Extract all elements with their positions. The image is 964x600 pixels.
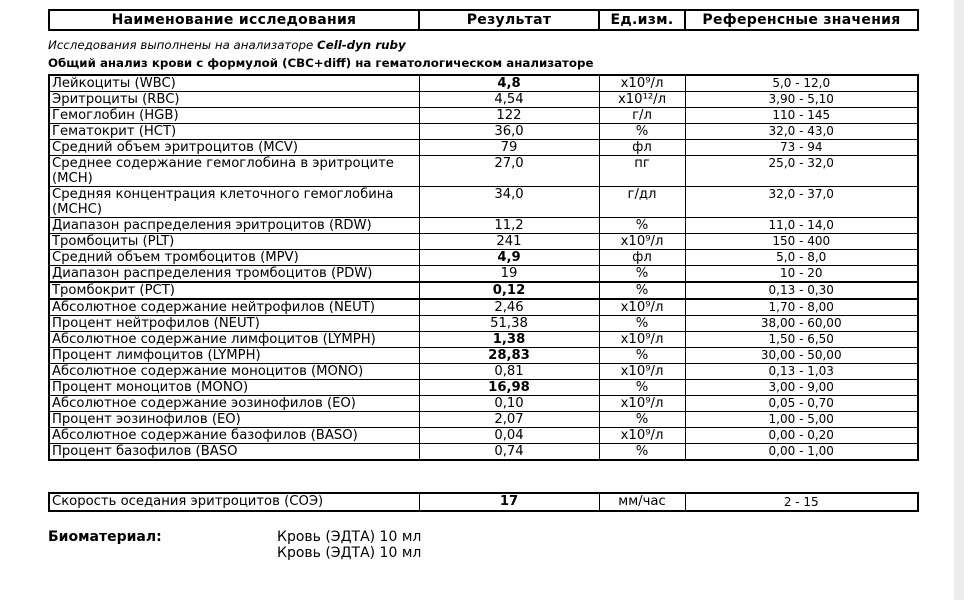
test-name: Средний объем тромбоцитов (MPV) [49,250,419,266]
test-reference: 5,0 - 8,0 [685,250,918,266]
test-result: 0,10 [419,396,599,412]
test-name: Скорость оседания эритроцитов (СОЭ) [49,493,419,511]
test-reference: 3,00 - 9,00 [685,380,918,396]
biomaterial-value: Кровь (ЭДТА) 10 мл [277,529,422,545]
test-unit: % [599,316,685,332]
test-unit: % [599,218,685,234]
test-unit: x10⁹/л [599,364,685,380]
header-unit: Ед.изм. [599,10,685,30]
analyzer-prefix: Исследования выполнены на анализаторе [48,38,318,52]
test-result: 28,83 [419,348,599,364]
table-row [49,250,918,266]
test-result: 17 [419,493,599,511]
test-name: Абсолютное содержание лимфоцитов (LYMPH) [49,332,419,348]
table-row [49,156,918,187]
test-name: Диапазон распределения тромбоцитов (PDW) [49,266,419,283]
test-name: Эритроциты (RBC) [49,92,419,108]
test-unit: фл [599,250,685,266]
test-result: 16,98 [419,380,599,396]
test-reference: 5,0 - 12,0 [685,75,918,92]
test-name: Абсолютное содержание нейтрофилов (NEUT) [49,299,419,316]
test-result: 51,38 [419,316,599,332]
test-unit: фл [599,140,685,156]
table-row [49,444,918,461]
test-name: Абсолютное содержание базофилов (BASO) [49,428,419,444]
table-row [49,187,918,218]
test-result: 27,0 [419,156,599,187]
biomaterial-value: Кровь (ЭДТА) 10 мл [277,545,422,561]
test-result: 2,46 [419,299,599,316]
test-name: Абсолютное содержание эозинофилов (EO) [49,396,419,412]
test-result: 0,81 [419,364,599,380]
test-unit: % [599,282,685,299]
test-result: 34,0 [419,187,599,218]
table-row [49,92,918,108]
test-reference: 2 - 15 [685,493,918,511]
test-reference: 0,13 - 0,30 [685,282,918,299]
test-unit: x10⁹/л [599,396,685,412]
test-unit: % [599,412,685,428]
test-name: Процент нейтрофилов (NEUT) [49,316,419,332]
test-reference: 38,00 - 60,00 [685,316,918,332]
test-unit: мм/час [599,493,685,511]
test-unit: x10⁹/л [599,332,685,348]
test-unit: x10¹²/л [599,92,685,108]
test-result: 0,12 [419,282,599,299]
test-result: 1,38 [419,332,599,348]
table-row [49,380,918,396]
biomaterial-values [277,529,421,561]
table-row [49,140,918,156]
test-result: 0,04 [419,428,599,444]
test-reference: 110 - 145 [685,108,918,124]
table-row [49,316,918,332]
test-name: Тромбокрит (PCT) [49,282,419,299]
table-row [49,218,918,234]
table-row [49,266,918,283]
table-row [49,396,918,412]
esr-table [48,492,919,512]
test-unit: г/л [599,108,685,124]
header-result: Результат [419,10,599,30]
test-result: 79 [419,140,599,156]
test-name: Процент базофилов (BASO [49,444,419,461]
test-unit: x10⁹/л [599,234,685,250]
test-result: 4,54 [419,92,599,108]
test-reference: 1,00 - 5,00 [685,412,918,428]
test-name: Гематокрит (HCT) [49,124,419,140]
test-name: Средняя концентрация клеточного гемоглобина (MCHC) [49,187,419,218]
test-unit: % [599,266,685,283]
test-unit: % [599,444,685,461]
test-name: Процент моноцитов (MONO) [49,380,419,396]
test-result: 241 [419,234,599,250]
test-unit: % [599,124,685,140]
test-reference: 32,0 - 43,0 [685,124,918,140]
test-name: Диапазон распределения эритроцитов (RDW) [49,218,419,234]
test-reference: 11,0 - 14,0 [685,218,918,234]
test-reference: 10 - 20 [685,266,918,283]
analyzer-name: Cell-dyn ruby [317,38,406,52]
test-reference: 32,0 - 37,0 [685,187,918,218]
test-result: 36,0 [419,124,599,140]
header-table [48,9,919,31]
test-unit: x10⁹/л [599,428,685,444]
table-row [49,299,918,316]
table-row [49,75,918,92]
test-name: Тромбоциты (PLT) [49,234,419,250]
test-reference: 3,90 - 5,10 [685,92,918,108]
panel-title: Общий анализ крови с формулой (CBC+diff) на гематологическом анализаторе [48,56,594,70]
biomaterial-label: Биоматериал: [48,529,162,545]
test-name: Абсолютное содержание моноцитов (MONO) [49,364,419,380]
test-result: 11,2 [419,218,599,234]
test-reference: 73 - 94 [685,140,918,156]
test-reference: 0,00 - 0,20 [685,428,918,444]
table-row [49,282,918,299]
table-row [49,332,918,348]
test-unit: x10⁹/л [599,75,685,92]
test-name: Средний объем эритроцитов (MCV) [49,140,419,156]
test-name: Процент лимфоцитов (LYMPH) [49,348,419,364]
header-reference: Референсные значения [685,10,918,30]
test-name: Среднее содержание гемоглобина в эритроците (MCH) [49,156,419,187]
test-result: 4,9 [419,250,599,266]
test-name: Лейкоциты (WBC) [49,75,419,92]
table-row [49,428,918,444]
table-row [49,493,918,511]
table-row [49,348,918,364]
table-row [49,108,918,124]
results-table [48,74,919,461]
test-reference: 1,50 - 6,50 [685,332,918,348]
test-reference: 150 - 400 [685,234,918,250]
test-name: Гемоглобин (HGB) [49,108,419,124]
table-row [49,124,918,140]
test-reference: 0,13 - 1,03 [685,364,918,380]
test-result: 19 [419,266,599,283]
test-reference: 0,05 - 0,70 [685,396,918,412]
test-unit: г/дл [599,187,685,218]
table-row [49,412,918,428]
test-result: 122 [419,108,599,124]
test-result: 2,07 [419,412,599,428]
analyzer-line [48,38,406,52]
test-unit: x10⁹/л [599,299,685,316]
test-unit: пг [599,156,685,187]
header-name: Наименование исследования [49,10,419,30]
test-reference: 30,00 - 50,00 [685,348,918,364]
table-row [49,364,918,380]
test-reference: 0,00 - 1,00 [685,444,918,461]
test-reference: 1,70 - 8,00 [685,299,918,316]
test-name: Процент эозинофилов (EO) [49,412,419,428]
table-row [49,234,918,250]
test-result: 0,74 [419,444,599,461]
test-result: 4,8 [419,75,599,92]
test-unit: % [599,348,685,364]
test-unit: % [599,380,685,396]
test-reference: 25,0 - 32,0 [685,156,918,187]
